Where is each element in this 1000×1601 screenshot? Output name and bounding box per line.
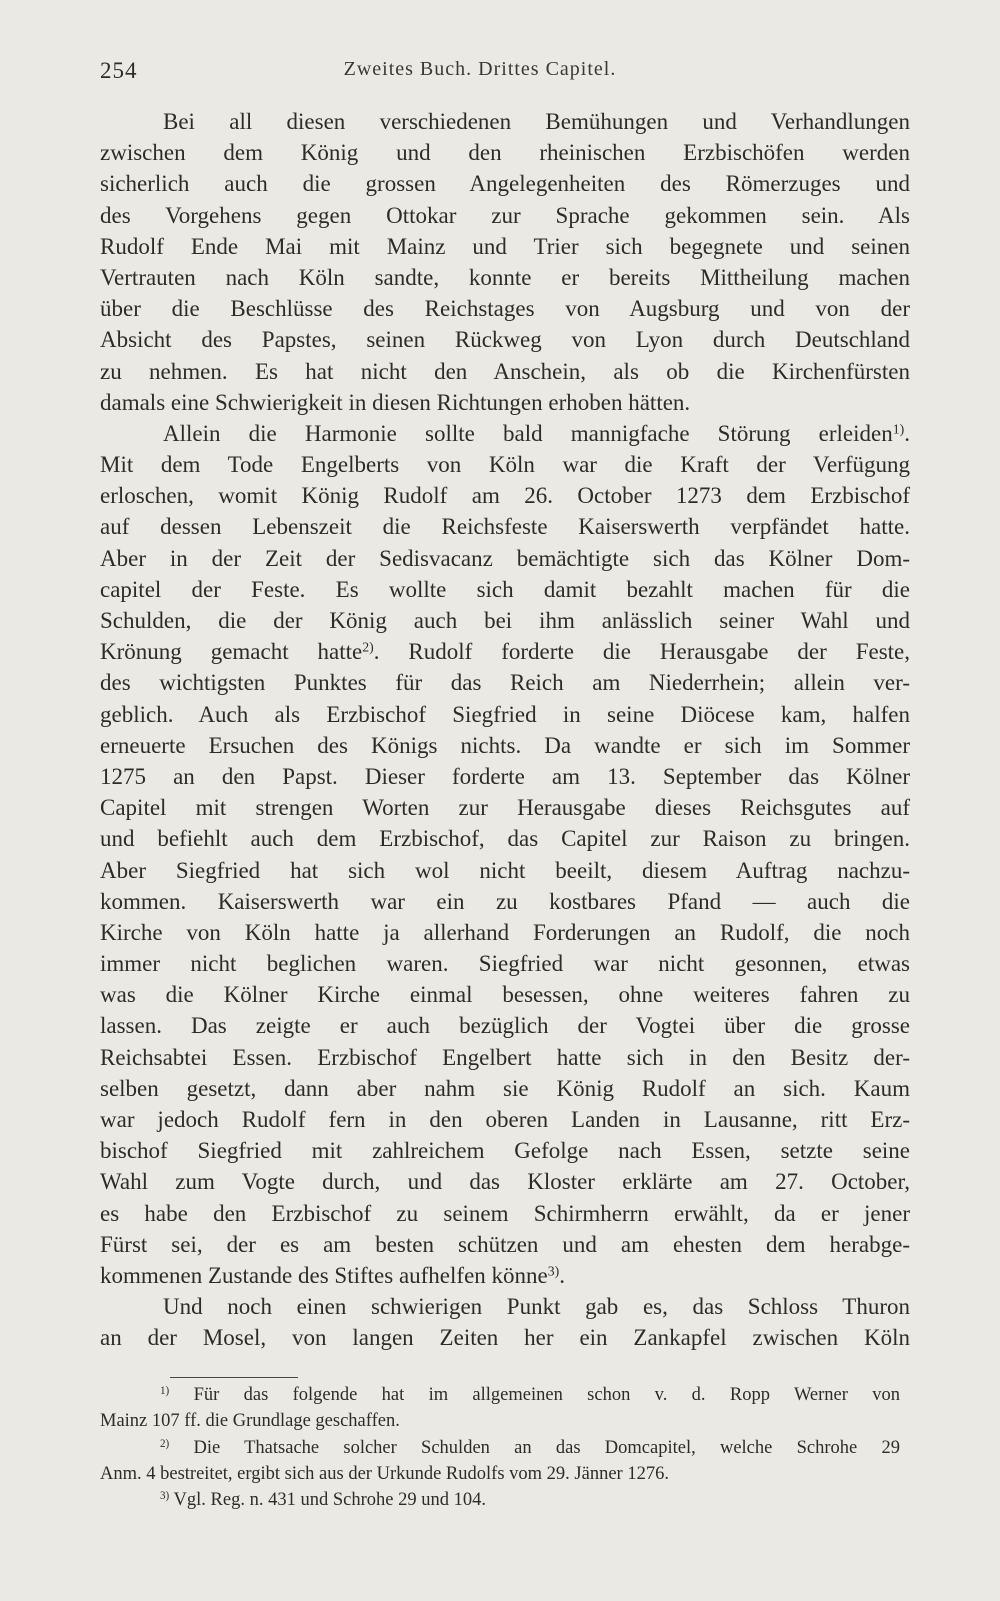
- text-line: [100, 262, 910, 293]
- text-line: [100, 200, 910, 231]
- text-line: [100, 293, 910, 324]
- line-text: Schulden, die der König auch bei ihm anlässlich seiner Wahl und: [100, 608, 910, 633]
- text-line: [100, 231, 910, 262]
- line-text: auf dessen Lebenszeit die Reichsfeste Kaiserswerth verpfändet hatte.: [100, 514, 910, 540]
- line-text: Aber Siegfried hat sich wol nicht beeilt, diesem Auftrag nachzu-: [100, 857, 910, 883]
- line-text: Allein die Harmonie sollte bald mannigfache Störung erleiden: [163, 420, 893, 446]
- text-line: [100, 792, 910, 823]
- footnote-number: 1): [160, 1384, 170, 1397]
- line-text: an der Mosel, von langen Zeiten her ein Zankapfel zwischen Köln: [100, 1325, 910, 1351]
- line-text: sicherlich auch die grossen Angelegenheiten des Römerzuges und: [100, 171, 910, 197]
- line-text: Fürst sei, der es am besten schützen und am ehesten dem herabge-: [100, 1231, 910, 1257]
- text-line: [100, 1135, 910, 1166]
- text-line: [100, 855, 910, 886]
- text-line: [100, 387, 910, 418]
- line-text: immer nicht beglichen waren. Siegfried war nicht gesonnen, etwas: [100, 951, 910, 977]
- line-text: bischof Siegfried mit zahlreichem Gefolge nach Essen, setzte seine: [100, 1138, 910, 1164]
- footnote-line: [100, 1408, 900, 1434]
- line-text: damals eine Schwierigkeit in diesen Richtungen erhoben hätten.: [100, 389, 691, 415]
- footnote-line: [100, 1487, 900, 1513]
- line-text: und befiehlt auch dem Erzbischof, das Capitel zur Raison zu bringen.: [100, 826, 910, 852]
- line-text: Kirche von Köln hatte ja allerhand Forderungen an Rudolf, die noch: [100, 919, 910, 945]
- footnote-text: Mainz 107 ff. die Grundlage geschaffen.: [100, 1411, 400, 1432]
- main-text: [100, 106, 910, 1354]
- footnote-marker[interactable]: 2): [362, 639, 374, 655]
- text-line: [100, 511, 910, 542]
- text-line: [100, 1229, 910, 1260]
- page-number: 254: [100, 58, 138, 83]
- text-line: [100, 1073, 910, 1104]
- text-line: [100, 605, 910, 636]
- line-text: Capitel mit strengen Worten zur Herausgabe dieses Reichsgutes auf: [100, 795, 910, 821]
- line-text: Vertrauten nach Köln sandte, konnte er bereits Mittheilung machen: [100, 264, 910, 290]
- line-text: Krönung gemacht hatte: [100, 639, 363, 665]
- text-line: [100, 1322, 910, 1353]
- footnote-line: [100, 1461, 900, 1487]
- line-text: was die Kölner Kirche einmal besessen, ohne weiteres fahren zu: [100, 982, 910, 1008]
- text-line: [100, 667, 910, 698]
- line-text: war jedoch Rudolf fern in den oberen Landen in Lausanne, ritt Erz-: [100, 1107, 910, 1132]
- line-text: Und noch einen schwierigen Punkt gab es, das Schloss Thuron: [163, 1294, 910, 1320]
- text-line: [100, 823, 910, 854]
- line-text: es habe den Erzbischof zu seinem Schirmherrn erwählt, da er jener: [100, 1200, 910, 1226]
- text-line: [100, 418, 910, 449]
- line-text: erloschen, womit König Rudolf am 26. October 1273 dem Erzbischof: [100, 483, 910, 509]
- text-line: [100, 1042, 910, 1073]
- line-text: erneuerte Ersuchen des Königs nichts. Da wandte er sich im Sommer: [100, 732, 910, 758]
- text-line: [100, 168, 910, 199]
- text-line: [100, 1260, 910, 1291]
- line-text: über die Beschlüsse des Reichstages von Augsburg und von der: [100, 296, 910, 322]
- line-text: Mit dem Tode Engelberts von Köln war die Kraft der Verfügung: [100, 452, 910, 478]
- text-line: [100, 137, 910, 168]
- text-line: [100, 1198, 910, 1229]
- text-line: [100, 106, 910, 137]
- footnote-marker[interactable]: 3): [547, 1263, 560, 1279]
- text-line: [100, 543, 910, 574]
- line-text-suffix: .: [904, 420, 910, 446]
- footnote-rule: [170, 1377, 298, 1378]
- text-line: [100, 730, 910, 761]
- footnote-marker[interactable]: 1): [892, 421, 905, 437]
- text-line: [100, 979, 910, 1010]
- line-text-suffix: . Rudolf forderte die Herausgabe der Feste,: [373, 639, 910, 665]
- text-line: [100, 449, 910, 480]
- line-text: Rudolf Ende Mai mit Mainz und Trier sich begegnete und seinen: [100, 233, 910, 259]
- footnote-text: Für das folgende hat im allgemeinen schon v. d. Ropp Werner von: [169, 1385, 900, 1405]
- footnote-text: Vgl. Reg. n. 431 und Schrohe 29 und 104.: [169, 1490, 486, 1511]
- footnote-number: 2): [160, 1437, 170, 1450]
- line-text: kommenen Zustande des Stiftes aufhelfen könne: [100, 1262, 548, 1288]
- line-text-suffix: .: [559, 1262, 565, 1288]
- text-line: [100, 356, 910, 387]
- line-text: geblich. Auch als Erzbischof Siegfried in seine Diöcese kam, halfen: [100, 701, 910, 727]
- text-line: [100, 886, 910, 917]
- text-line: [100, 917, 910, 948]
- line-text: zwischen dem König und den rheinischen Erzbischöfen werden: [100, 140, 910, 166]
- line-text: capitel der Feste. Es wollte sich damit bezahlt machen für die: [100, 576, 910, 602]
- footnotes: [100, 1382, 900, 1513]
- line-text: Reichsabtei Essen. Erzbischof Engelbert hatte sich in den Besitz der-: [100, 1044, 910, 1070]
- line-text: des wichtigsten Punktes für das Reich am Niederrhein; allein ver-: [100, 670, 910, 696]
- line-text: 1275 an den Papst. Dieser forderte am 13. September das Kölner: [100, 763, 910, 789]
- text-line: [100, 761, 910, 792]
- text-line: [100, 1291, 910, 1322]
- footnote-line: [100, 1382, 900, 1408]
- footnote-line: [100, 1435, 900, 1461]
- line-text: Aber in der Zeit der Sedisvacanz bemächtigte sich das Kölner Dom-: [100, 545, 910, 571]
- text-line: [100, 1010, 910, 1041]
- text-line: [100, 948, 910, 979]
- line-text: Absicht des Papstes, seinen Rückweg von Lyon durch Deutschland: [100, 327, 910, 353]
- line-text: Wahl zum Vogte durch, und das Kloster erklärte am 27. October,: [100, 1169, 910, 1195]
- line-text: kommen. Kaiserswerth war ein zu kostbares Pfand — auch die: [100, 888, 910, 914]
- line-text: lassen. Das zeigte er auch bezüglich der Vogtei über die grosse: [100, 1013, 910, 1039]
- line-text: selben gesetzt, dann aber nahm sie König Rudolf an sich. Kaum: [100, 1075, 910, 1101]
- text-line: [100, 1104, 910, 1135]
- line-text: Bei all diesen verschiedenen Bemühungen und Verhandlungen: [163, 109, 910, 134]
- text-line: [100, 1166, 910, 1197]
- running-head: Zweites Buch. Drittes Capitel.: [343, 58, 617, 80]
- text-line: [100, 324, 910, 355]
- text-line: [100, 480, 910, 511]
- footnote-text: Anm. 4 bestreitet, ergibt sich aus der Urkunde Rudolfs vom 29. Jänner 1276.: [100, 1463, 669, 1484]
- line-text: zu nehmen. Es hat nicht den Anschein, als ob die Kirchenfürsten: [100, 358, 910, 384]
- page-header: [100, 58, 905, 88]
- text-line: [100, 699, 910, 730]
- text-line: [100, 636, 910, 667]
- line-text: des Vorgehens gegen Ottokar zur Sprache gekommen sein. Als: [100, 202, 910, 228]
- footnote-text: Die Thatsache solcher Schulden an das Domcapitel, welche Schrohe 29: [169, 1437, 900, 1458]
- text-line: [100, 574, 910, 605]
- footnote-number: 3): [160, 1490, 170, 1503]
